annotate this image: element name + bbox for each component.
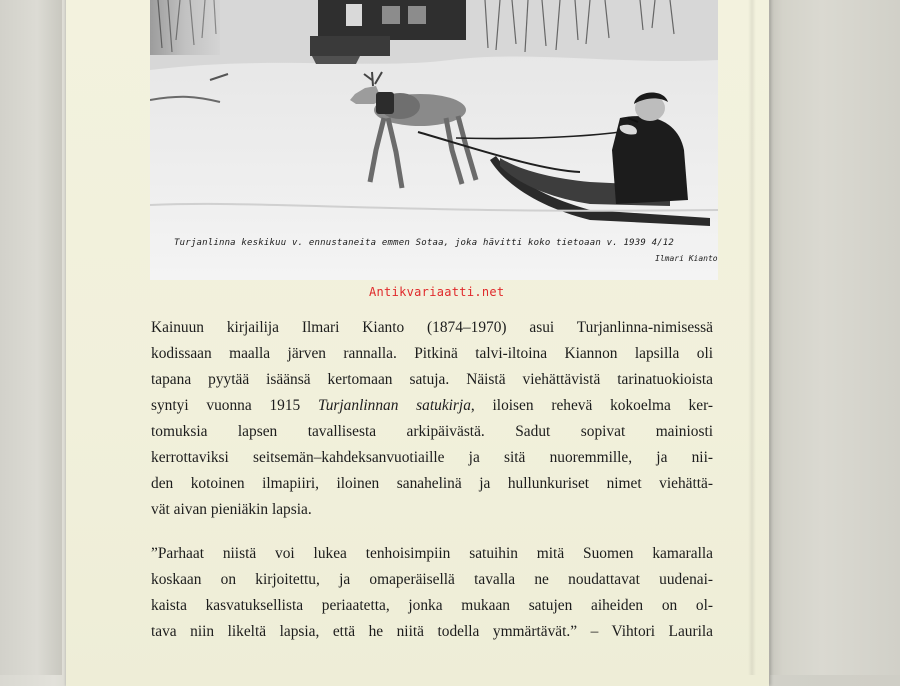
background-right (770, 0, 900, 675)
blurb-line: den kotoinen ilmapiiri, iloinen sanahelinä ja hullunkuriset nimet viehättä- (151, 475, 713, 492)
quote-line: kaista kasvatuksellista periaatetta, jonka mukaan satujen aiheiden on ol- (151, 597, 713, 614)
quote-line: tava niin likeltä lapsia, että he niitä todella ymmärtävät.” – Vihtori Laurila (151, 623, 713, 640)
blurb-line-with-title (151, 393, 713, 419)
photo-handwritten-caption: Turjanlinna keskikuu v. ennustaneita emmen Sotaa, joka hävitti koko tietoaan v. 1939 4/12 (174, 238, 675, 248)
blurb-line: kerrottaviksi seitsemän–kahdeksanvuotiaille ja sitä nuoremmille, ja nii- (151, 449, 713, 466)
blurb-line-end: , iloisen rehevä kokoelma ker- (470, 397, 714, 414)
quote-line: ”Parhaat niistä voi lukea tenhoisimpiin satuihin mitä Suomen kamaralla (151, 545, 713, 562)
book-title-italic: Turjanlinnan satukirja (318, 397, 471, 414)
quote-line: koskaan on kirjoitettu, ja omaperäisellä tavalla ne noudattavat uudenai- (151, 571, 713, 588)
reindeer-sled-photo (150, 0, 718, 280)
cover-edge-shadow (748, 0, 756, 675)
blurb-paragraph (151, 315, 713, 523)
watermark-text: Antikvariaatti.net (369, 285, 505, 299)
photo-handwritten-signature: Ilmari Kianto (655, 254, 718, 263)
blurb-line: tapana pyytää isäänsä kertomaan satuja. Näistä viehättävistä tarinatuokioista (151, 371, 713, 388)
blurb-line: tomuksia lapsen tavallisesta arkipäivästä. Sadut sopivat mainiosti (151, 423, 713, 440)
blurb-line-start: syntyi vuonna 1915 (151, 397, 319, 414)
quote-paragraph (151, 541, 713, 645)
blurb-line: Kainuun kirjailija Ilmari Kianto (1874–1970) asui Turjanlinna-nimisessä (151, 319, 713, 336)
blurb-line: vät aivan pieniäkin lapsia. (151, 501, 312, 518)
background-left (0, 0, 62, 675)
blurb-line: kodissaan maalla järven rannalla. Pitkinä talvi-iltoina Kiannon lapsilla oli (151, 345, 713, 362)
